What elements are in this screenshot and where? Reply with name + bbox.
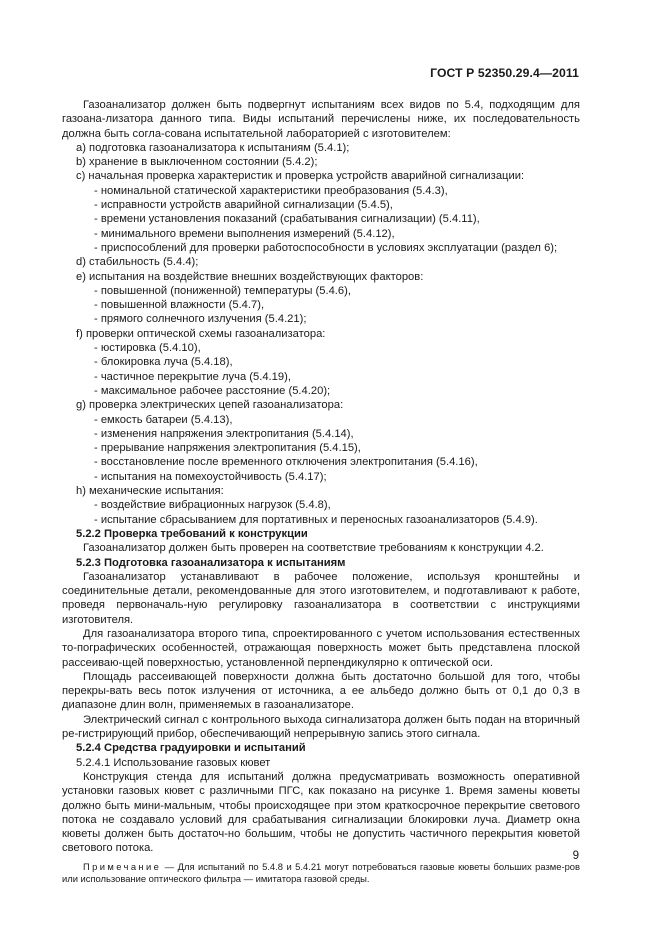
page-body [62, 98, 580, 886]
list-item: - повышенной (пониженной) температуры (5.4.6), [94, 284, 351, 297]
paragraph: Конструкция стенда для испытаний должна предусматривать возможность оперативной установки газовых кювет с различными ПГС, как показано на рисунке 1. Время замены кюветы должно быть мини-мальным, чтобы происходящее при этом краткосрочное перекрытие светового потока не создавало условий для срабатывания сигнализации блокировки луча. Диаметр окна кюветы должен быть достаточ-но большим, чтобы не допустить частичного перекрытия кюветой светового потока. [62, 770, 580, 855]
list-item: - приспособлений для проверки работоспособности в условиях эксплуатации (раздел 6); [94, 241, 558, 254]
paragraph: Для газоанализатора второго типа, спроектированного с учетом использования естественных то-пографических особенностей, отражающая поверхность может быть представлена плоской рассеиваю-щей поверхностью, установленной перпендикулярно к оптической оси. [62, 627, 580, 669]
list-item: - блокировка луча (5.4.18), [94, 356, 233, 369]
list-item: - минимального времени выполнения измерений (5.4.12), [94, 227, 395, 240]
list-item: - максимальное рабочее расстояние (5.4.20); [94, 384, 331, 397]
list-item: d) стабильность (5.4.4); [76, 256, 199, 269]
list-item: - номинальной статической характеристики преобразования (5.4.3), [94, 184, 448, 197]
list-item: - исправности устройств аварийной сигнализации (5.4.5), [94, 199, 393, 212]
note-label: Примечание [83, 860, 162, 872]
section-heading-5-2-3: 5.2.3 Подготовка газоанализатора к испытаниям [76, 556, 346, 569]
list-item: e) испытания на воздействие внешних воздействующих факторов: [76, 270, 424, 283]
section-heading-5-2-4: 5.2.4 Средства градуировки и испытаний [76, 742, 306, 755]
paragraph: Электрический сигнал с контрольного выхода сигнализатора должен быть подан на вторичный ре-гистрирующий прибор, обеспечивающий непрерывную запись этого сигнала. [62, 713, 580, 741]
list-item: g) проверка электрических цепей газоанализатора: [76, 399, 344, 412]
list-item: - восстановление после временного отключения электропитания (5.4.16), [94, 456, 478, 469]
intro-paragraph: Газоанализатор должен быть подвергнут испытаниям всех видов по 5.4, подходящим для газоана-лизатора данного типа. Виды испытаний перечислены ниже, их последовательность должна быть согла-сована испытательной лабораторией с изготовителем: [62, 99, 580, 140]
list-item: - изменения напряжения электропитания (5.4.14), [94, 427, 354, 440]
paragraph: Газоанализатор должен быть проверен на соответствие требованиям к конструкции 4.2. [83, 542, 544, 555]
list-item: b) хранение в выключенном состоянии (5.4.2); [76, 156, 318, 169]
section-heading-5-2-2: 5.2.2 Проверка требований к конструкции [76, 527, 308, 540]
note-text: — Для испытаний по 5.4.8 и 5.4.21 могут потребоваться газовые кюветы больших разме-ров или использование оптического фильтра — имитатора газовой среды. [62, 860, 580, 885]
list-item: - юстировка (5.4.10), [94, 342, 201, 355]
page-number: 9 [572, 850, 579, 862]
list-item: - времени установления показаний (срабатывания сигнализации) (5.4.11), [94, 213, 480, 226]
document-header: ГОСТ Р 52350.29.4—2011 [430, 66, 579, 80]
test-list [62, 141, 580, 527]
list-item: a) подготовка газоанализатора к испытаниям (5.4.1); [76, 141, 350, 154]
list-item: - испытание сбрасыванием для портативных и переносных газоанализаторов (5.4.9). [94, 513, 538, 526]
list-item: - емкость батареи (5.4.13), [94, 413, 233, 426]
paragraph: Газоанализатор устанавливают в рабочее положение, используя кронштейны и соединительные детали, рекомендованные для этого изготовителем, и подготавливают к работе, проведя первоначаль-ную регулировку газоанализатора в соответствии с инструкциями изготовителя. [62, 570, 580, 626]
list-item: - частичное перекрытие луча (5.4.19), [94, 370, 291, 383]
list-item: - прямого солнечного излучения (5.4.21); [94, 313, 307, 326]
list-item: h) механические испытания: [76, 485, 224, 498]
list-item: - испытания на помехоустойчивость (5.4.17); [94, 470, 327, 483]
subsection-heading-5-2-4-1: 5.2.4.1 Использование газовых кювет [76, 756, 271, 769]
list-item: c) начальная проверка характеристик и проверка устройств аварийной сигнализации: [76, 170, 525, 183]
note [62, 861, 580, 886]
list-item: f) проверки оптической схемы газоанализатора: [76, 327, 326, 340]
list-item: - прерывание напряжения электропитания (5.4.15), [94, 442, 361, 455]
list-item: - повышенной влажности (5.4.7), [94, 299, 265, 312]
paragraph: Площадь рассеивающей поверхности должна быть достаточно большой для того, чтобы перекры-вать весь поток излучения от источника, а ее альбедо должно быть от 0,1 до 0,3 в диапазоне длин волн, применяемых в газоанализаторе. [62, 670, 580, 712]
list-item: - воздействие вибрационных нагрузок (5.4.8), [94, 499, 331, 512]
